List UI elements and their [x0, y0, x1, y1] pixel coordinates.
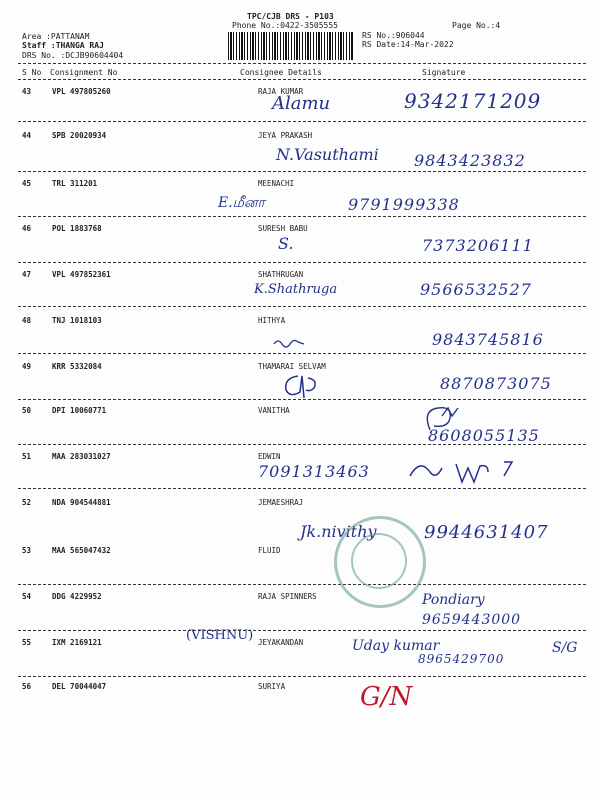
signature-scribble-49: [280, 370, 324, 400]
row-consignment: IXM 2169121: [52, 638, 102, 647]
row-consignee: THAMARAI SELVAM: [258, 362, 326, 371]
row-divider: [18, 584, 586, 585]
signature-scribble-48: [272, 336, 308, 352]
row-consignment: DPI 10060771: [52, 406, 107, 415]
vishnu-annotation: (VISHNU): [186, 628, 254, 643]
row-no: 47: [22, 270, 32, 279]
row-divider: [18, 630, 586, 631]
phone-number: Phone No.:0422-3505555: [232, 21, 338, 30]
company-seal: [334, 516, 426, 608]
row-consignee: SURESH BABU: [258, 224, 308, 233]
row-no: 50: [22, 406, 32, 415]
row-divider: [18, 353, 586, 354]
col-header-signature: Signature: [422, 68, 466, 77]
row-phone: 9566532527: [420, 280, 532, 299]
row-consignee: MEENACHI: [258, 179, 295, 188]
rs-number: RS No.:906044: [362, 31, 425, 40]
header-divider: [18, 63, 586, 64]
row-consignee: HITHYA: [258, 316, 286, 325]
row-consignment: POL 1883768: [52, 224, 102, 233]
area-label: Area :PATTANAM: [22, 32, 90, 41]
row-signature: N.Vasuthami: [276, 145, 379, 164]
row-consignment: DDG 4229952: [52, 592, 102, 601]
row-phone: 9944631407: [424, 522, 549, 543]
row-phone: 8965429700: [418, 652, 505, 666]
row-no: 49: [22, 362, 32, 371]
row-phone: 7373206111: [422, 236, 534, 255]
row-phone: 7091313463: [258, 462, 370, 481]
col-header-sno: S No: [22, 68, 42, 77]
row-phone: 8608055135: [428, 426, 540, 445]
staff-label: Staff :THANGA RAJ: [22, 41, 104, 50]
row-consignee: JEMAESHRAJ: [258, 498, 304, 507]
row-phone: 9659443000: [422, 612, 522, 628]
row-phone: 8870873075: [440, 374, 552, 393]
row-consignee: FLUID: [258, 546, 281, 555]
row-phone: 9791999338: [348, 195, 460, 214]
row-divider: [18, 399, 586, 400]
row-divider: [18, 306, 586, 307]
row-consignment: VPL 497805260: [52, 87, 111, 96]
row-consignee: JEYAKANDAN: [258, 638, 304, 647]
row-no: 43: [22, 87, 32, 96]
row-consignee: SURIYA: [258, 682, 286, 691]
row-signature: E.மீனா: [218, 195, 265, 211]
drs-number: DRS No. :DCJB90604404: [22, 51, 124, 60]
row-no: 45: [22, 179, 32, 188]
row-consignee: RAJA KUMAR: [258, 87, 304, 96]
row-phone: 9843745816: [432, 330, 544, 349]
row-consignee: VANITHA: [258, 406, 290, 415]
signature-scribble-51: [406, 456, 516, 486]
column-divider: [18, 79, 586, 80]
row-signature: K.Shathruga: [254, 282, 338, 297]
row-no: 52: [22, 498, 32, 507]
row-signature: Alamu: [272, 93, 331, 114]
row-no: 51: [22, 452, 32, 461]
row-divider: [18, 171, 586, 172]
row-divider: [18, 488, 586, 489]
row-consignee: JEYA PRAKASH: [258, 131, 313, 140]
row-consignee: SHATHRUGAN: [258, 270, 304, 279]
row-consignee: RAJA SPINNERS: [258, 592, 317, 601]
document-title: TPC/CJB DRS - P103: [247, 12, 334, 21]
gn-annotation: G/N: [360, 682, 413, 712]
row-consignment: SPB 20020934: [52, 131, 107, 140]
row-no: 44: [22, 131, 32, 140]
barcode: [228, 32, 354, 60]
row-consignee: EDWIN: [258, 452, 281, 461]
page-number: Page No.:4: [452, 21, 501, 30]
col-header-consignment: Consignment No: [50, 68, 118, 77]
row-consignment: TNJ 1018103: [52, 316, 102, 325]
row-consignment: MAA 283031027: [52, 452, 111, 461]
rs-date: RS Date:14-Mar-2022: [362, 40, 454, 49]
row-divider: [18, 676, 586, 677]
col-header-consignee: Consignee Details: [240, 68, 322, 77]
row-divider: [18, 216, 586, 217]
row-no: 53: [22, 546, 32, 555]
row-consignment: DEL 70044047: [52, 682, 107, 691]
row-no: 48: [22, 316, 32, 325]
row-signature: Uday kumar: [352, 638, 440, 654]
sg-annotation: S/G: [552, 640, 578, 656]
row-consignment: VPL 497852361: [52, 270, 111, 279]
row-divider: [18, 262, 586, 263]
row-no: 46: [22, 224, 32, 233]
row-no: 55: [22, 638, 32, 647]
row-phone: 9843423832: [414, 151, 526, 170]
row-divider: [18, 444, 586, 445]
row-divider: [18, 121, 586, 122]
row-no: 54: [22, 592, 32, 601]
row-signature: Pondiary: [422, 592, 485, 608]
row-consignment: MAA 565047432: [52, 546, 111, 555]
row-signature: Jk.nivithy: [300, 522, 377, 541]
row-consignment: NDA 904544881: [52, 498, 111, 507]
row-consignment: KRR 5332084: [52, 362, 102, 371]
row-phone: 9342171209: [404, 89, 542, 113]
row-consignment: TRL 311201: [52, 179, 98, 188]
row-no: 56: [22, 682, 32, 691]
row-signature: S.: [278, 234, 294, 253]
